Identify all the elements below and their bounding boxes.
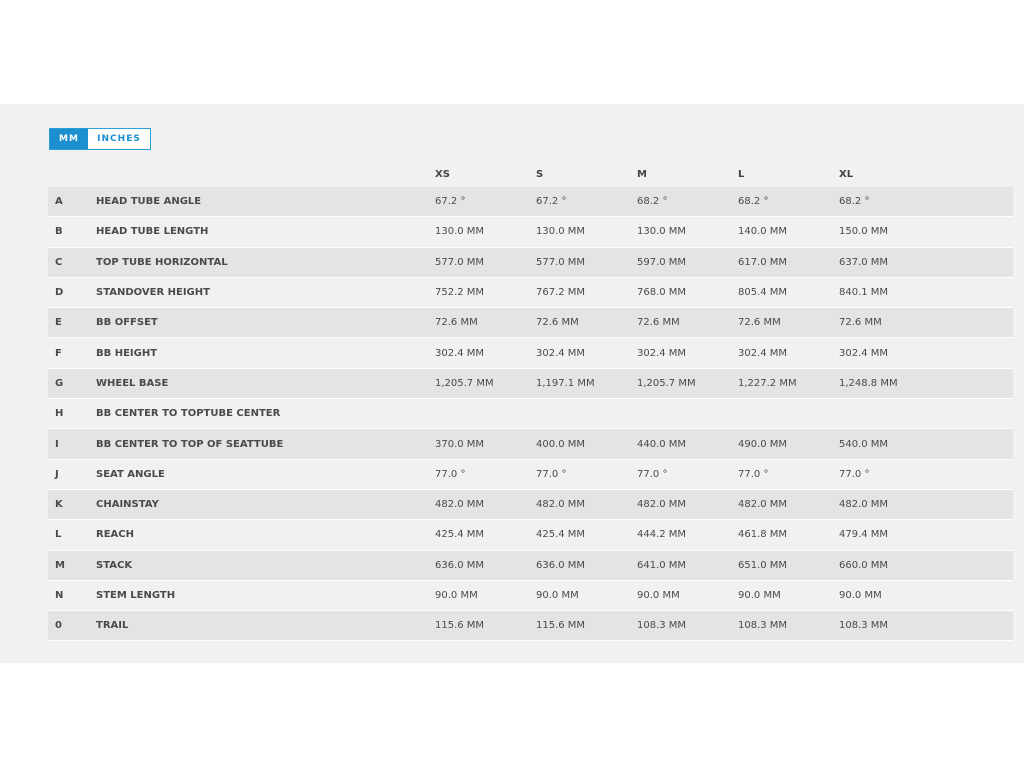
row-value-l: 77.0 ° — [738, 468, 769, 480]
row-value-m: 77.0 ° — [637, 468, 668, 480]
row-value-m: 444.2 MM — [637, 529, 687, 541]
row-value-m: 440.0 MM — [637, 438, 687, 450]
row-value-s: 72.6 MM — [536, 317, 579, 329]
row-value-xs: 302.4 MM — [435, 347, 485, 359]
row-value-s: 130.0 MM — [536, 226, 586, 238]
table-row — [48, 550, 1013, 580]
row-value-s: 115.6 MM — [536, 620, 586, 632]
row-value-m: 597.0 MM — [637, 256, 687, 268]
row-value-s: 767.2 MM — [536, 287, 586, 299]
row-value-xl: 302.4 MM — [839, 347, 889, 359]
row-measurement-name: TRAIL — [96, 620, 129, 632]
row-value-s: 636.0 MM — [536, 559, 586, 571]
row-value-xl: 150.0 MM — [839, 226, 889, 238]
row-measurement-name: HEAD TUBE LENGTH — [96, 226, 209, 238]
row-value-xs: 425.4 MM — [435, 529, 485, 541]
table-row — [48, 429, 1013, 459]
row-value-xl: 72.6 MM — [839, 317, 882, 329]
row-value-xl: 108.3 MM — [839, 620, 889, 632]
header-size-xl: XL — [839, 168, 854, 180]
row-value-xl: 660.0 MM — [839, 559, 889, 571]
row-value-xs: 90.0 MM — [435, 590, 478, 601]
row-value-l: 90.0 MM — [738, 590, 781, 601]
row-letter: J — [55, 468, 59, 480]
row-value-xs: 77.0 ° — [435, 468, 466, 480]
mm-unit-button[interactable]: MM — [50, 129, 88, 149]
row-value-xs: 577.0 MM — [435, 256, 485, 268]
row-letter: N — [55, 590, 64, 601]
geometry-panel — [0, 104, 1024, 663]
row-measurement-name: BB CENTER TO TOP OF SEATTUBE — [96, 438, 284, 450]
row-value-m: 130.0 MM — [637, 226, 687, 238]
row-value-l: 617.0 MM — [738, 256, 788, 268]
header-letter — [48, 161, 96, 187]
header-size-s: S — [536, 168, 544, 180]
row-measurement-name: BB CENTER TO TOPTUBE CENTER — [96, 408, 281, 420]
table-body — [48, 187, 1013, 641]
header-size-m: M — [637, 168, 647, 180]
table-row — [48, 459, 1013, 489]
row-value-xs: 482.0 MM — [435, 499, 485, 511]
row-value-xs: 72.6 MM — [435, 317, 478, 329]
row-value-xs: 370.0 MM — [435, 438, 485, 450]
row-value-s: 1,197.1 MM — [536, 377, 595, 389]
inches-unit-button[interactable]: INCHES — [88, 129, 150, 149]
table-row — [48, 187, 1013, 217]
row-value-xl: 479.4 MM — [839, 529, 889, 541]
row-value-l: 108.3 MM — [738, 620, 788, 632]
row-value-l: 1,227.2 MM — [738, 377, 797, 389]
row-value-s: 302.4 MM — [536, 347, 586, 359]
row-value-xl: 1,248.8 MM — [839, 377, 898, 389]
table-row — [48, 308, 1013, 338]
row-value-xs: 1,205.7 MM — [435, 377, 494, 389]
row-letter: B — [55, 226, 63, 238]
row-measurement-name: BB HEIGHT — [96, 347, 158, 359]
row-letter: F — [55, 347, 62, 359]
row-letter: D — [55, 287, 64, 299]
row-value-xl: 77.0 ° — [839, 468, 870, 480]
header-size-xs: XS — [435, 168, 450, 180]
row-value-s — [536, 399, 637, 429]
row-letter: K — [55, 499, 63, 511]
row-value-l — [738, 399, 839, 429]
row-letter: H — [55, 408, 64, 420]
row-value-s: 400.0 MM — [536, 438, 586, 450]
table-row — [48, 520, 1013, 550]
table-row — [48, 247, 1013, 277]
row-value-l: 140.0 MM — [738, 226, 788, 238]
row-measurement-name: STACK — [96, 559, 133, 571]
row-letter: L — [55, 529, 62, 541]
row-value-xl: 840.1 MM — [839, 287, 889, 299]
row-measurement-name: BB OFFSET — [96, 317, 158, 329]
row-value-s: 77.0 ° — [536, 468, 567, 480]
table-row — [48, 580, 1013, 610]
row-value-m: 302.4 MM — [637, 347, 687, 359]
row-value-l: 68.2 ° — [738, 196, 769, 208]
row-value-l: 651.0 MM — [738, 559, 788, 571]
row-value-l: 72.6 MM — [738, 317, 781, 329]
row-value-m: 482.0 MM — [637, 499, 687, 511]
row-value-xs — [435, 399, 536, 429]
row-value-l: 482.0 MM — [738, 499, 788, 511]
row-value-xl: 68.2 ° — [839, 196, 870, 208]
row-value-xl: 90.0 MM — [839, 590, 882, 601]
table-row — [48, 611, 1013, 641]
geometry-table — [48, 161, 1013, 641]
row-value-l: 302.4 MM — [738, 347, 788, 359]
row-value-m: 641.0 MM — [637, 559, 687, 571]
row-value-xl: 637.0 MM — [839, 256, 889, 268]
row-letter: E — [55, 317, 62, 329]
row-value-m: 68.2 ° — [637, 196, 668, 208]
table-row — [48, 277, 1013, 307]
row-value-xl — [839, 399, 1013, 429]
header-size-l: L — [738, 168, 745, 180]
table-row — [48, 338, 1013, 368]
row-letter: 0 — [55, 620, 62, 632]
row-letter: I — [55, 438, 59, 450]
table-header-row — [48, 161, 1013, 187]
row-measurement-name: HEAD TUBE ANGLE — [96, 196, 202, 208]
row-letter: M — [55, 559, 65, 571]
row-value-xs: 67.2 ° — [435, 196, 466, 208]
row-value-m: 768.0 MM — [637, 287, 687, 299]
row-value-m: 108.3 MM — [637, 620, 687, 632]
row-value-xs: 115.6 MM — [435, 620, 485, 632]
row-value-l: 461.8 MM — [738, 529, 788, 541]
row-value-m — [637, 399, 738, 429]
row-value-m: 1,205.7 MM — [637, 377, 696, 389]
row-measurement-name: TOP TUBE HORIZONTAL — [96, 256, 228, 268]
row-value-l: 805.4 MM — [738, 287, 788, 299]
row-value-s: 577.0 MM — [536, 256, 586, 268]
row-letter: G — [55, 377, 64, 389]
row-measurement-name: STEM LENGTH — [96, 590, 176, 601]
row-value-m: 90.0 MM — [637, 590, 680, 601]
row-value-l: 490.0 MM — [738, 438, 788, 450]
row-measurement-name: CHAINSTAY — [96, 499, 159, 511]
table-row — [48, 399, 1013, 429]
row-measurement-name: SEAT ANGLE — [96, 468, 165, 480]
row-value-xs: 130.0 MM — [435, 226, 485, 238]
row-measurement-name: REACH — [96, 529, 134, 541]
row-letter: A — [55, 196, 63, 208]
row-value-xl: 540.0 MM — [839, 438, 889, 450]
table-row — [48, 368, 1013, 398]
row-value-m: 72.6 MM — [637, 317, 680, 329]
unit-toggle — [49, 128, 151, 150]
row-letter: C — [55, 256, 63, 268]
table-row — [48, 489, 1013, 519]
table-row — [48, 217, 1013, 247]
row-value-xl: 482.0 MM — [839, 499, 889, 511]
row-value-s: 425.4 MM — [536, 529, 586, 541]
row-value-xs: 752.2 MM — [435, 287, 485, 299]
header-name — [96, 161, 435, 187]
row-value-xs: 636.0 MM — [435, 559, 485, 571]
row-value-s: 482.0 MM — [536, 499, 586, 511]
row-value-s: 90.0 MM — [536, 590, 579, 601]
row-value-s: 67.2 ° — [536, 196, 567, 208]
row-measurement-name: STANDOVER HEIGHT — [96, 287, 210, 299]
row-measurement-name: WHEEL BASE — [96, 377, 169, 389]
